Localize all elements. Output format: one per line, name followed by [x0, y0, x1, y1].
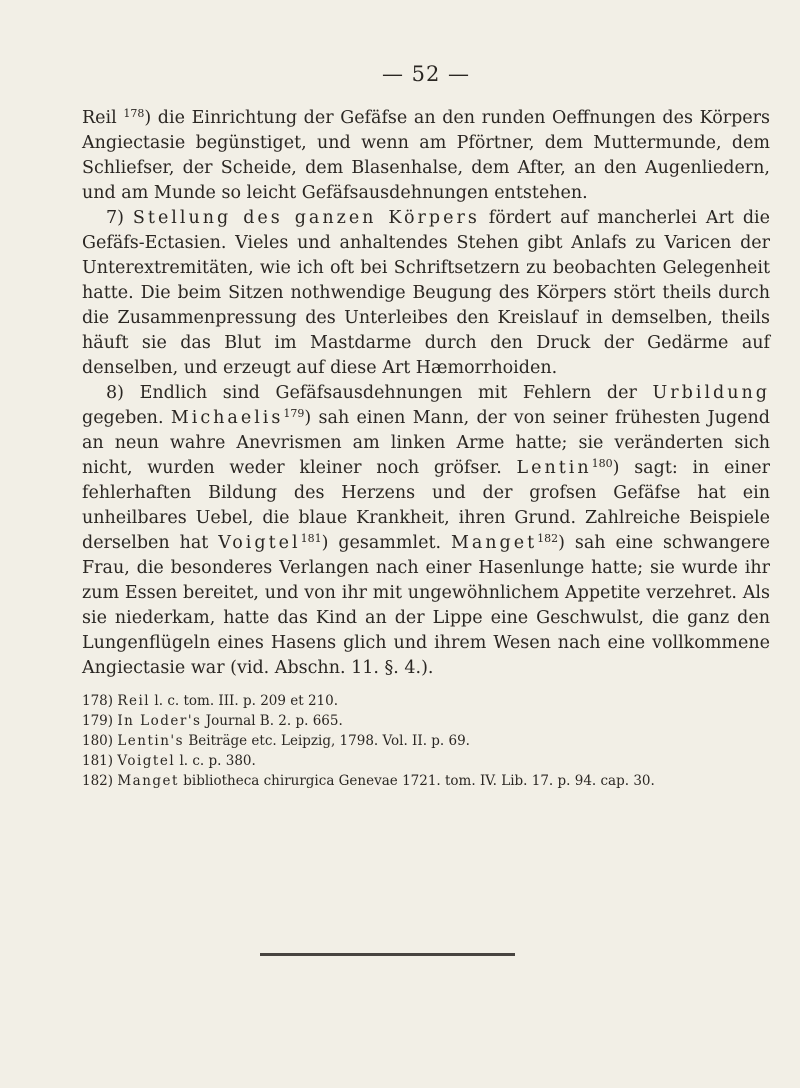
- paragraph: [82, 206, 770, 381]
- spaced-name: Michaelis: [170, 408, 284, 428]
- text-run: ) sah eine schwangere Frau, die besonderes Verlangen nach einer Hasenlunge hatte; sie wurde ihr zum Essen bereitet, und von ihr mit ungewöhnlichem Appetite verzehret. Als sie niederkam, hatte das Kind an der Lippe eine Geschwulst, die ganz den Lungenflügeln eines Hasens glich und ihrem Wesen nach eine vollkommene Angiectasie war (vid. Abschn. 11. §. 4.).: [82, 533, 770, 678]
- footnote-author: In Loder's: [117, 713, 202, 729]
- footnote-author: Lentin's: [117, 733, 185, 749]
- text-run: Reil: [82, 108, 124, 128]
- spaced-name: Voigtel: [218, 533, 301, 553]
- footnote-ref: 180: [591, 457, 613, 470]
- footnote-mark: 178): [82, 693, 118, 709]
- footnote-author: Reil: [117, 693, 151, 709]
- footnote-text: l. c. tom. III. p. 209 et 210.: [150, 693, 339, 709]
- footnote-text: bibliotheca chirurgica Genevae 1721. tom. IV. Lib. 17. p. 94. cap. 30.: [178, 773, 655, 789]
- footnote-ref: 178: [123, 107, 145, 120]
- text-run: ) gesammlet.: [321, 533, 451, 553]
- spaced-name: Urbildung: [652, 383, 770, 403]
- spaced-name: Stellung des ganzen Körpers: [132, 208, 480, 228]
- text-run: ) sagt: in einer fehlerhaften Bildung des Herzens und der grofsen Gefäfse hat ein unheilbares Uebel, die blaue Krankheit, ihren Grund. Zahlreiche Beispiele derselben hat: [82, 458, 770, 553]
- footnote-mark: 180): [82, 733, 118, 749]
- footnotes: [82, 691, 770, 791]
- footnote: [82, 691, 770, 711]
- text-run: gegeben.: [82, 408, 171, 428]
- paragraph: [82, 106, 770, 206]
- spaced-name: Lentin: [516, 458, 592, 478]
- footnote-text: l. c. p. 380.: [175, 753, 256, 769]
- footnote: [82, 711, 770, 731]
- footnote-ref: 181: [300, 532, 322, 545]
- footnote-ref: 179: [283, 407, 305, 420]
- bottom-rule: [260, 953, 515, 956]
- spaced-name: Manget: [450, 533, 538, 553]
- text-run: fördert auf mancherlei Art die Gefäfs-Ectasien. Vieles und anhaltendes Stehen gibt Anlafs zu Varicen der Unterextremitäten, wie ich oft bei Schriftsetzern zu beobachten Gelegenheit hatte. Die beim Sitzen nothwendige Beugung des Körpers stört theils durch die Zusammenpressung des Unterleibes den Kreislauf in demselben, theils häuft sie das Blut im Mastdarme durch den Druck der Gedärme auf denselben, und erzeugt auf diese Art Hæmorrhoiden.: [82, 208, 770, 378]
- footnote-ref: 182: [537, 532, 559, 545]
- footnote-mark: 182): [82, 773, 118, 789]
- text-run: ) die Einrichtung der Gefäfse an den runden Oeffnungen des Körpers Angiectasie begünstiget, und wenn am Pförtner, dem Muttermunde, dem Schliefser, der Scheide, dem Blasenhalse, dem After, an den Augenliedern, und am Munde so leicht Gefäfsausdehnungen entstehen.: [82, 108, 771, 203]
- footnote-text: Beiträge etc. Leipzig, 1798. Vol. II. p. 69.: [184, 733, 470, 749]
- body-text: [82, 106, 770, 681]
- text-run: ) sah einen Mann, der von seiner frühesten Jugend an neun wahre Anevrismen am linken Arme hatte; sie veränderten sich nicht, wurden weder kleiner noch gröfser.: [82, 408, 770, 478]
- text-run: 8) Endlich sind Gefäfsausdehnungen mit Fehlern der: [106, 383, 653, 403]
- footnote-text: Journal B. 2. p. 665.: [201, 713, 343, 729]
- footnote: [82, 751, 770, 771]
- footnote-author: Manget: [117, 773, 179, 789]
- text-run: 7): [106, 208, 133, 228]
- footnote: [82, 771, 770, 791]
- footnote-mark: 179): [82, 713, 118, 729]
- footnote-mark: 181): [82, 753, 118, 769]
- page-number: — 52 —: [381, 62, 471, 86]
- footnote: [82, 731, 770, 751]
- paragraph: [82, 381, 770, 681]
- footnote-author: Voigtel: [117, 753, 176, 769]
